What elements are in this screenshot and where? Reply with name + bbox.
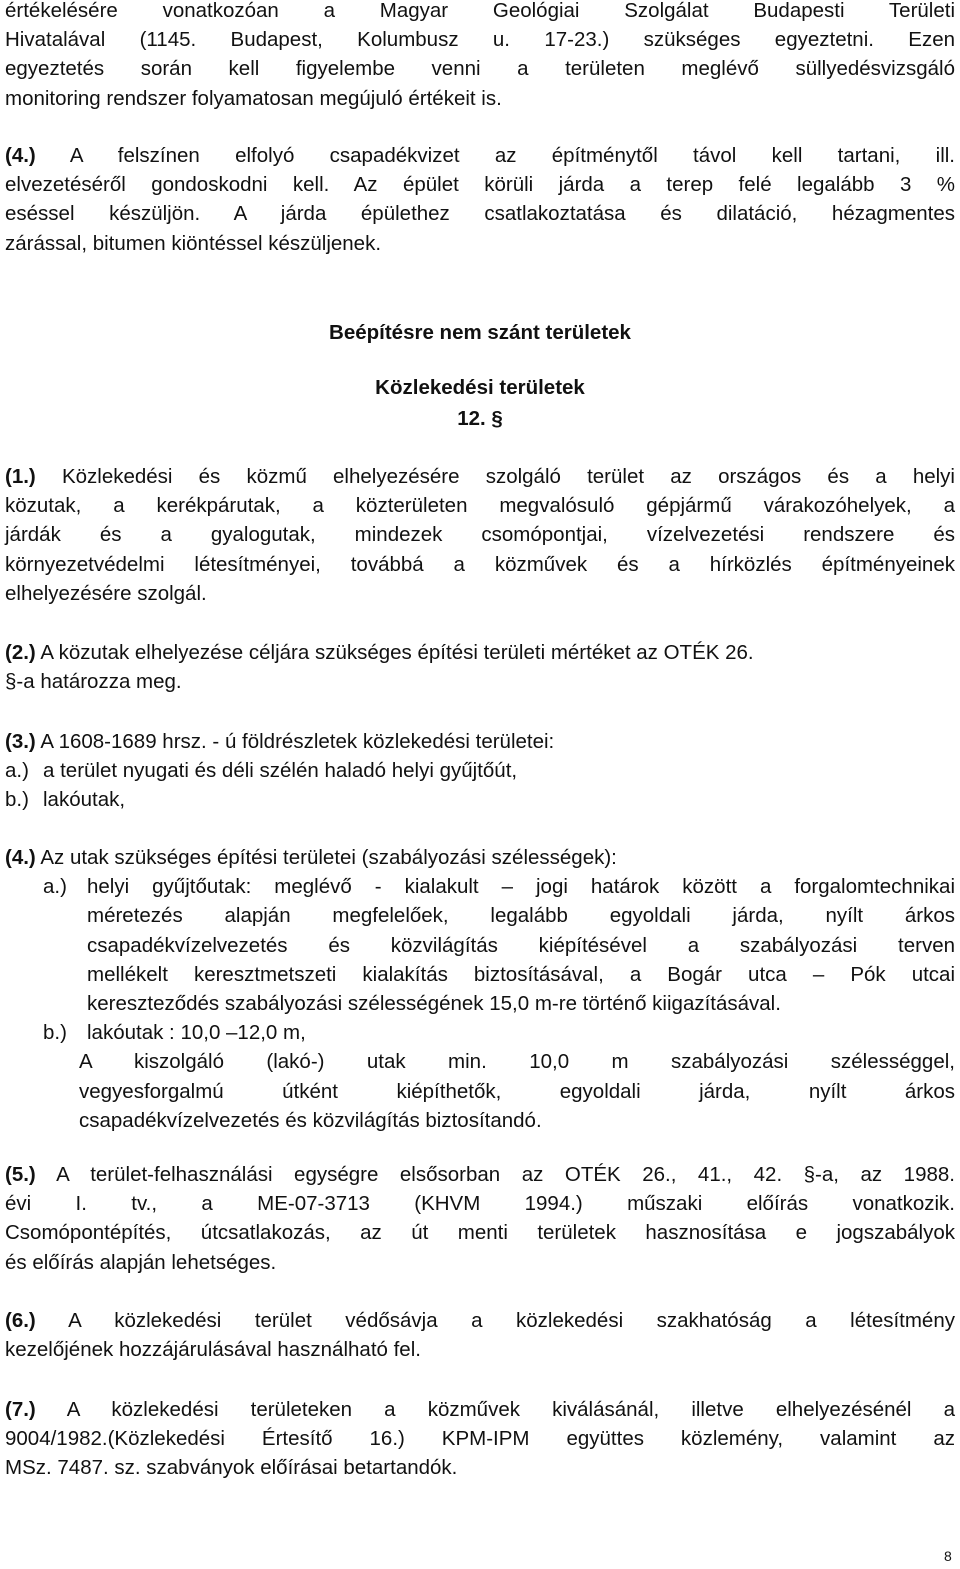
text-line: MSz. 7487. sz. szabványok előírásai betartandók. [5,1456,458,1480]
text-line: (5.) A terület-felhasználási egységre elsősorban az OTÉK 26., 41., 42. §-a, az 1988. [5,1163,955,1186]
text-line: csapadékvízelvezetés és közvilágítás biztosítandó. [79,1108,542,1132]
subsection-heading: Közlekedési területek [375,376,585,399]
text-line: vegyesforgalmú útként kiépíthetők, egyoldali járda, nyílt árkos [79,1079,955,1103]
text-line: és előírás alapján lehetséges. [5,1250,277,1274]
paragraph-6 [5,1306,955,1364]
text-line: (7.) A közlekedési területeken a közművek kiválásánál, illetve elhelyezésénél a [5,1398,955,1421]
text-line: kezelőjének hozzájárulásával használható fel. [5,1338,421,1362]
paragraph-number: (4.) [5,144,36,167]
text-line: monitoring rendszer folyamatosan megújuló értékeit is. [5,86,502,110]
text-line: évi I. tv., a ME-07-3713 (KHVM 1994.) műszaki előírás vonatkozik. [5,1192,955,1216]
text-line: helyi gyűjtőutak: meglévő - kialakult – jogi határok között a forgalomtechnikai [87,875,955,899]
paragraph-number: (7.) [5,1398,36,1421]
paragraph-4 [5,843,955,1135]
text-line: eséssel készüljön. A járda épülethez csatlakoztatása és dilatáció, hézagmentes [5,202,955,226]
text-line: mellékelt keresztmetszeti kialakítás biztosításával, a Bogár utca – Pók utcai [87,962,955,986]
text-line: Hivatalával (1145. Budapest, Kolumbusz u. 17-23.) szükséges egyeztetni. Ezen [5,28,955,52]
list-item: a.) a terület nyugati és déli szélén haladó helyi gyűjtőút, [5,759,518,783]
paragraph-1 [5,462,955,608]
paragraph-number: (1.) [5,465,36,488]
text-line: elhelyezésére szolgál. [5,581,207,605]
section-number: 12. § [457,407,503,430]
list-item: b.) lakóutak, [5,788,126,812]
text-line: méretezés alapján megfelelőek, legalább egyoldali járda, nyílt árkos [87,904,955,928]
intro-paragraph [5,0,955,113]
paragraph-3 [5,727,955,815]
paragraph-number: (3.) [5,730,36,753]
paragraph-number: (2.) [5,641,36,664]
text-line: csapadékvízelvezetés és közvilágítás kiépítésével a szabályozási terven [87,933,955,957]
text-line: környezetvédelmi létesítményei, továbbá a közművek és a hírközlés építményeinek [5,552,955,576]
text-line: elvezetéséről gondoskodni kell. Az épület körüli járda a terep felé legalább 3 % [5,173,955,197]
text-line: (6.) A közlekedési terület védősávja a közlekedési szakhatóság a létesítmény [5,1309,955,1332]
text-line: egyeztetés során kell figyelembe venni a területen meglévő süllyedésvizsgáló [5,57,955,81]
text-line: zárással, bitumen kiöntéssel készüljenek. [5,231,382,255]
text-line: (1.) Közlekedési és közmű elhelyezésére szolgáló terület az országos és a helyi [5,465,955,488]
paragraph-5 [5,1160,955,1277]
paragraph-number: (5.) [5,1163,36,1186]
list-item: a.) helyi gyűjtőutak: meglévő - kialakult – jogi határok között a forgalomtechnikai méretezés alapján megfelelőek, legalább egyoldali járda, nyílt árkos csapadékvízelvezetés és közvilágítás kiépítésével a szabályozási terven mellékelt keresztmetszeti kialakítás biztosításával, a Bogár utca – Pók utcai kereszteződés szabályozási szélességének 15,0 m-re történő kiigazításával. [5,872,955,1018]
text-line: §-a határozza meg. [5,670,182,694]
paragraph-2 [5,638,955,696]
text-line: (4.) Az utak szükséges építési területei (szabályozási szélességek): [5,846,617,869]
text-line: A kiszolgáló (lakó-) utak min. 10,0 m szabályozási szélességgel, [79,1050,955,1074]
text-line: Csomópontépítés, útcsatlakozás, az út menti területek hasznosítása e jogszabályok [5,1221,955,1245]
text-line: 9004/1982.(Közlekedési Értesítő 16.) KPM-IPM együttes közlemény, valamint az [5,1427,955,1451]
page-number: 8 [944,1548,952,1564]
list-item: b.) lakóutak : 10,0 –12,0 m, A kiszolgáló (lakó-) utak min. 10,0 m szabályozási szélességgel, vegyesforgalmú útként kiépíthetők, egyoldali járda, nyílt árkos csapadékvízelvezetés és közvilágítás biztosítandó. [5,1018,955,1135]
paragraph-number: (6.) [5,1309,36,1332]
paragraph-number: (4.) [5,846,36,869]
text-line: (3.) A 1608-1689 hrsz. - ú földrészletek közlekedési területei: [5,730,555,753]
paragraph-7 [5,1395,955,1483]
paragraph-4-prev [5,141,955,258]
text-line: lakóutak : 10,0 –12,0 m, [87,1021,306,1045]
text-line: (4.) A felszínen elfolyó csapadékvizet az építménytől távol kell tartani, ill. [5,144,955,167]
text-line: értékelésére vonatkozóan a Magyar Geológiai Szolgálat Budapesti Területi [5,0,955,22]
section-heading: Beépítésre nem szánt területek [329,321,631,344]
text-line: kereszteződés szabályozási szélességének 15,0 m-re történő kiigazításával. [87,991,781,1015]
text-line: járdák és a gyalogutak, mindezek csomópontjai, vízelvezetési rendszere és [5,523,955,547]
text-line: (2.) A közutak elhelyezése céljára szükséges építési területi mértéket az OTÉK 26. [5,641,754,664]
text-line: közutak, a kerékpárutak, a közterületen megvalósuló gépjármű várakozóhelyek, a [5,494,955,518]
